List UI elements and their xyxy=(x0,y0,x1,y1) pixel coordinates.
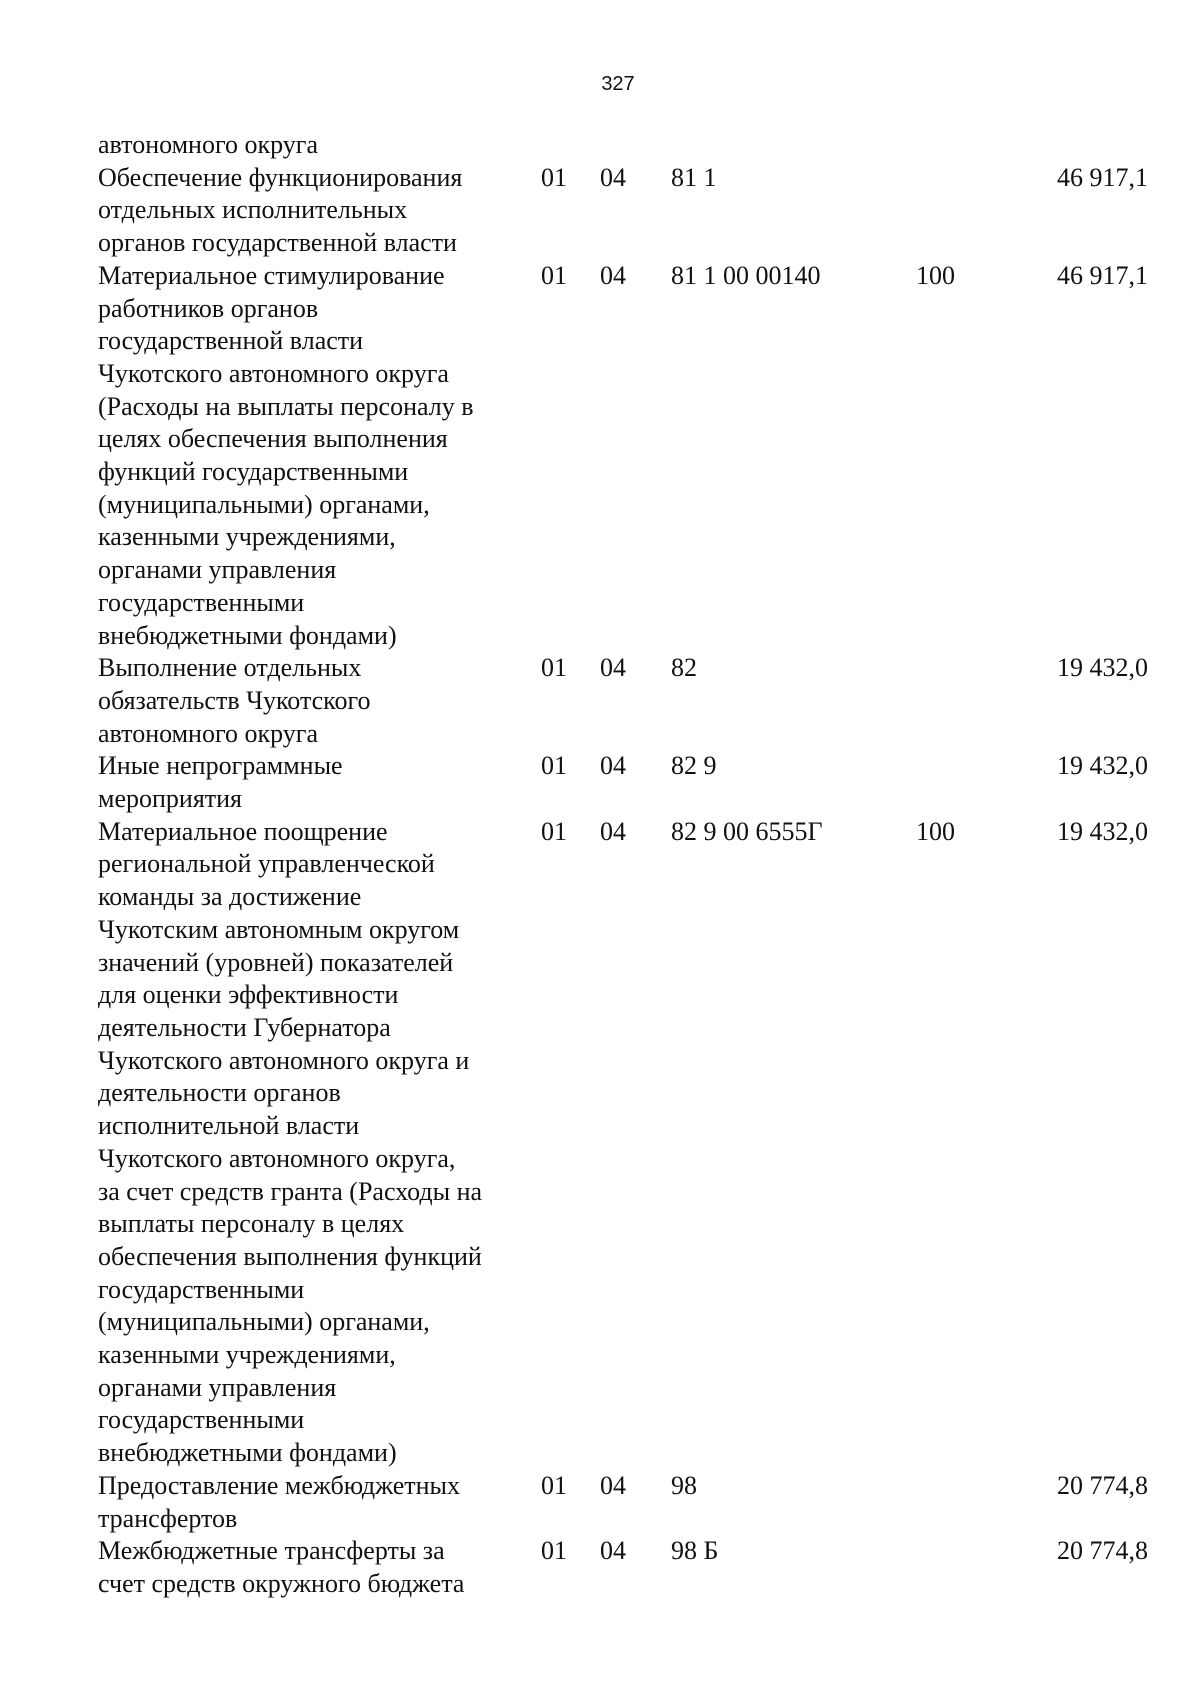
row-amount: 20 774,8 xyxy=(1057,1536,1148,1566)
row-section: 01 xyxy=(541,1470,567,1500)
row-name: Иные непрограммные мероприятия xyxy=(98,751,343,814)
row-subsection: 04 xyxy=(600,653,626,683)
row-expense-type: 100 xyxy=(916,260,955,290)
row-name: Предоставление межбюджетных трансфертов xyxy=(98,1470,461,1533)
row-target-article: 82 9 xyxy=(671,751,717,781)
row-name: Материальное стимулирование работников органов государственной власти Чукотского автономного округа (Расходы на выплаты персоналу в целях обеспечения выполнения функций государственными (муниципальными) органами, казенными учреждениями, органами управления государственными внебюджетными фондами) xyxy=(98,260,474,650)
table-row xyxy=(98,750,1148,815)
row-amount: 46 917,1 xyxy=(1057,162,1148,192)
row-amount: 20 774,8 xyxy=(1057,1470,1148,1500)
row-subsection: 04 xyxy=(600,751,626,781)
row-name: Материальное поощрение региональной управленческой команды за достижение Чукотским автономным округом значений (уровней) показателей для оценки эффективности деятельности Губернатора Чукотского автономного округа и деятельности органов исполнительной власти Чукотского автономного округа, за счет средств гранта (Расходы на выплаты персоналу в целях обеспечения выполнения функций государственными (муниципальными) органами, казенными учреждениями, органами управления государственными внебюджетными фондами) xyxy=(98,816,483,1468)
row-name: Выполнение отдельных обязательств Чукотского автономного округа xyxy=(98,653,371,748)
row-name: автономного округа xyxy=(98,130,318,159)
row-amount: 19 432,0 xyxy=(1057,751,1148,781)
row-amount: 19 432,0 xyxy=(1057,653,1148,683)
row-expense-type: 100 xyxy=(916,816,955,846)
table-row xyxy=(98,1470,1148,1535)
row-subsection: 04 xyxy=(600,162,626,192)
row-section: 01 xyxy=(541,751,567,781)
row-section: 01 xyxy=(541,816,567,846)
row-target-article: 98 Б xyxy=(671,1536,719,1566)
table-row xyxy=(98,652,1148,750)
table-row xyxy=(98,260,1148,652)
page-number: 327 xyxy=(601,73,635,95)
row-subsection: 04 xyxy=(600,816,626,846)
row-amount: 46 917,1 xyxy=(1057,260,1148,290)
table-row xyxy=(98,162,1148,260)
row-target-article: 81 1 xyxy=(671,162,717,192)
row-target-article: 98 xyxy=(671,1470,697,1500)
table-row xyxy=(98,1535,1148,1600)
row-target-article: 82 9 00 6555Г xyxy=(671,816,823,846)
table-row xyxy=(98,816,1148,1470)
row-amount: 19 432,0 xyxy=(1057,816,1148,846)
row-name: Обеспечение функционирования отдельных исполнительных органов государственной власти xyxy=(98,162,463,258)
row-subsection: 04 xyxy=(600,1470,626,1500)
table-row xyxy=(98,129,1148,162)
row-section: 01 xyxy=(541,653,567,683)
budget-table xyxy=(98,129,1148,1601)
row-target-article: 81 1 00 00140 xyxy=(671,260,821,290)
row-section: 01 xyxy=(541,260,567,290)
row-subsection: 04 xyxy=(600,260,626,290)
row-section: 01 xyxy=(541,1536,567,1566)
row-target-article: 82 xyxy=(671,653,697,683)
row-name: Межбюджетные трансферты за счет средств окружного бюджета xyxy=(98,1536,465,1598)
row-subsection: 04 xyxy=(600,1536,626,1566)
row-section: 01 xyxy=(541,162,567,192)
